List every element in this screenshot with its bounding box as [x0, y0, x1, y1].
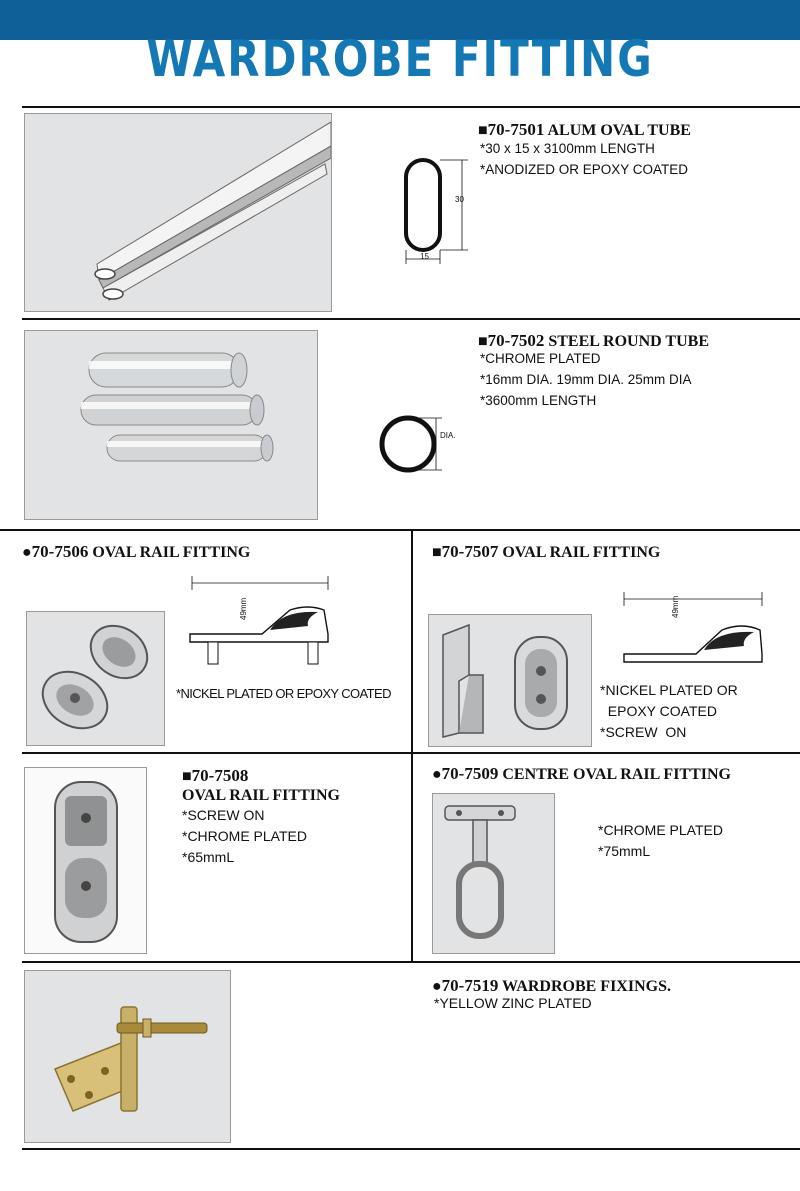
- svg-text:49mm: 49mm: [239, 597, 248, 620]
- bullet-icon: ■: [432, 544, 442, 561]
- bullet-icon: ■: [182, 768, 192, 785]
- product-name: STEEL ROUND TUBE: [544, 333, 709, 350]
- product-specs: *SCREW ON *CHROME PLATED *65mmL: [182, 807, 307, 865]
- product-name: OVAL RAIL FITTING: [182, 787, 340, 804]
- product-name: ALUM OVAL TUBE: [544, 122, 691, 139]
- divider: [22, 1148, 800, 1150]
- dim-label: [440, 426, 480, 446]
- bullet-icon: ●: [22, 544, 32, 561]
- product-name: OVAL RAIL FITTING: [498, 544, 661, 561]
- dim-label: [236, 582, 256, 622]
- svg-text:15: 15: [420, 252, 429, 261]
- product-specs: *CHROME PLATED *16mm DIA. 19mm DIA. 25mm DIA *3600mm LENGTH: [480, 351, 692, 408]
- product-name: OVAL RAIL FITTING: [88, 544, 251, 561]
- product-code: 70-7506: [31, 542, 89, 561]
- divider: [22, 318, 800, 320]
- steel-round-tube-photo: [24, 330, 318, 520]
- product-specs: *CHROME PLATED *75mmL: [598, 822, 723, 859]
- product-code: 70-7502: [487, 331, 545, 350]
- oval-rail-fitting-7508-photo: [24, 767, 147, 954]
- product-heading: [478, 120, 691, 140]
- product-code: 70-7507: [441, 542, 499, 561]
- product-specs: *NICKEL PLATED OR EPOXY COATED *SCREW ON: [600, 682, 738, 740]
- product-heading: [22, 542, 250, 562]
- alum-oval-tube-photo: [24, 113, 332, 312]
- divider: [22, 106, 800, 108]
- product-code: 70-7509: [441, 764, 499, 783]
- product-specs: *30 x 15 x 3100mm LENGTH *ANODIZED OR EPOXY COATED: [480, 141, 689, 177]
- centre-oval-rail-fitting-photo: [432, 793, 555, 954]
- product-code: 70-7501: [487, 120, 545, 139]
- svg-text:49mm: 49mm: [671, 595, 680, 618]
- product-heading: [182, 766, 248, 786]
- product-name: CENTRE OVAL RAIL FITTING: [498, 766, 731, 783]
- column-divider: [411, 530, 413, 961]
- wardrobe-fixings-photo: [24, 970, 231, 1143]
- product-specs: *YELLOW ZINC PLATED: [434, 995, 592, 1011]
- product-name: WARDROBE FIXINGS.: [498, 978, 671, 995]
- round-tube-diagram: [376, 412, 466, 482]
- page-title: WARDROBE FITTING: [146, 30, 654, 88]
- bullet-icon: ●: [432, 978, 442, 995]
- divider: [22, 961, 800, 963]
- dim-label: [668, 580, 688, 620]
- dim-label: [455, 190, 495, 210]
- bullet-icon: ●: [432, 766, 442, 783]
- product-code: 70-7508: [191, 766, 249, 785]
- product-heading: [432, 542, 660, 562]
- product-code: 70-7519: [441, 976, 499, 995]
- rail-fitting-7507-diagram: [612, 588, 772, 678]
- oval-rail-fitting-7507-photo: [428, 614, 592, 747]
- divider: [0, 529, 800, 531]
- bullet-icon: ■: [478, 122, 488, 139]
- oval-rail-fitting-7506-photo: [26, 611, 165, 746]
- bullet-icon: ■: [478, 333, 488, 350]
- svg-text:DIA.: DIA.: [440, 431, 456, 440]
- svg-text:30: 30: [455, 195, 464, 204]
- rail-fitting-7506-diagram: [182, 570, 357, 680]
- product-specs: *NICKEL PLATED OR EPOXY COATED: [176, 686, 391, 701]
- dim-label: [420, 247, 460, 267]
- product-heading: [432, 764, 731, 784]
